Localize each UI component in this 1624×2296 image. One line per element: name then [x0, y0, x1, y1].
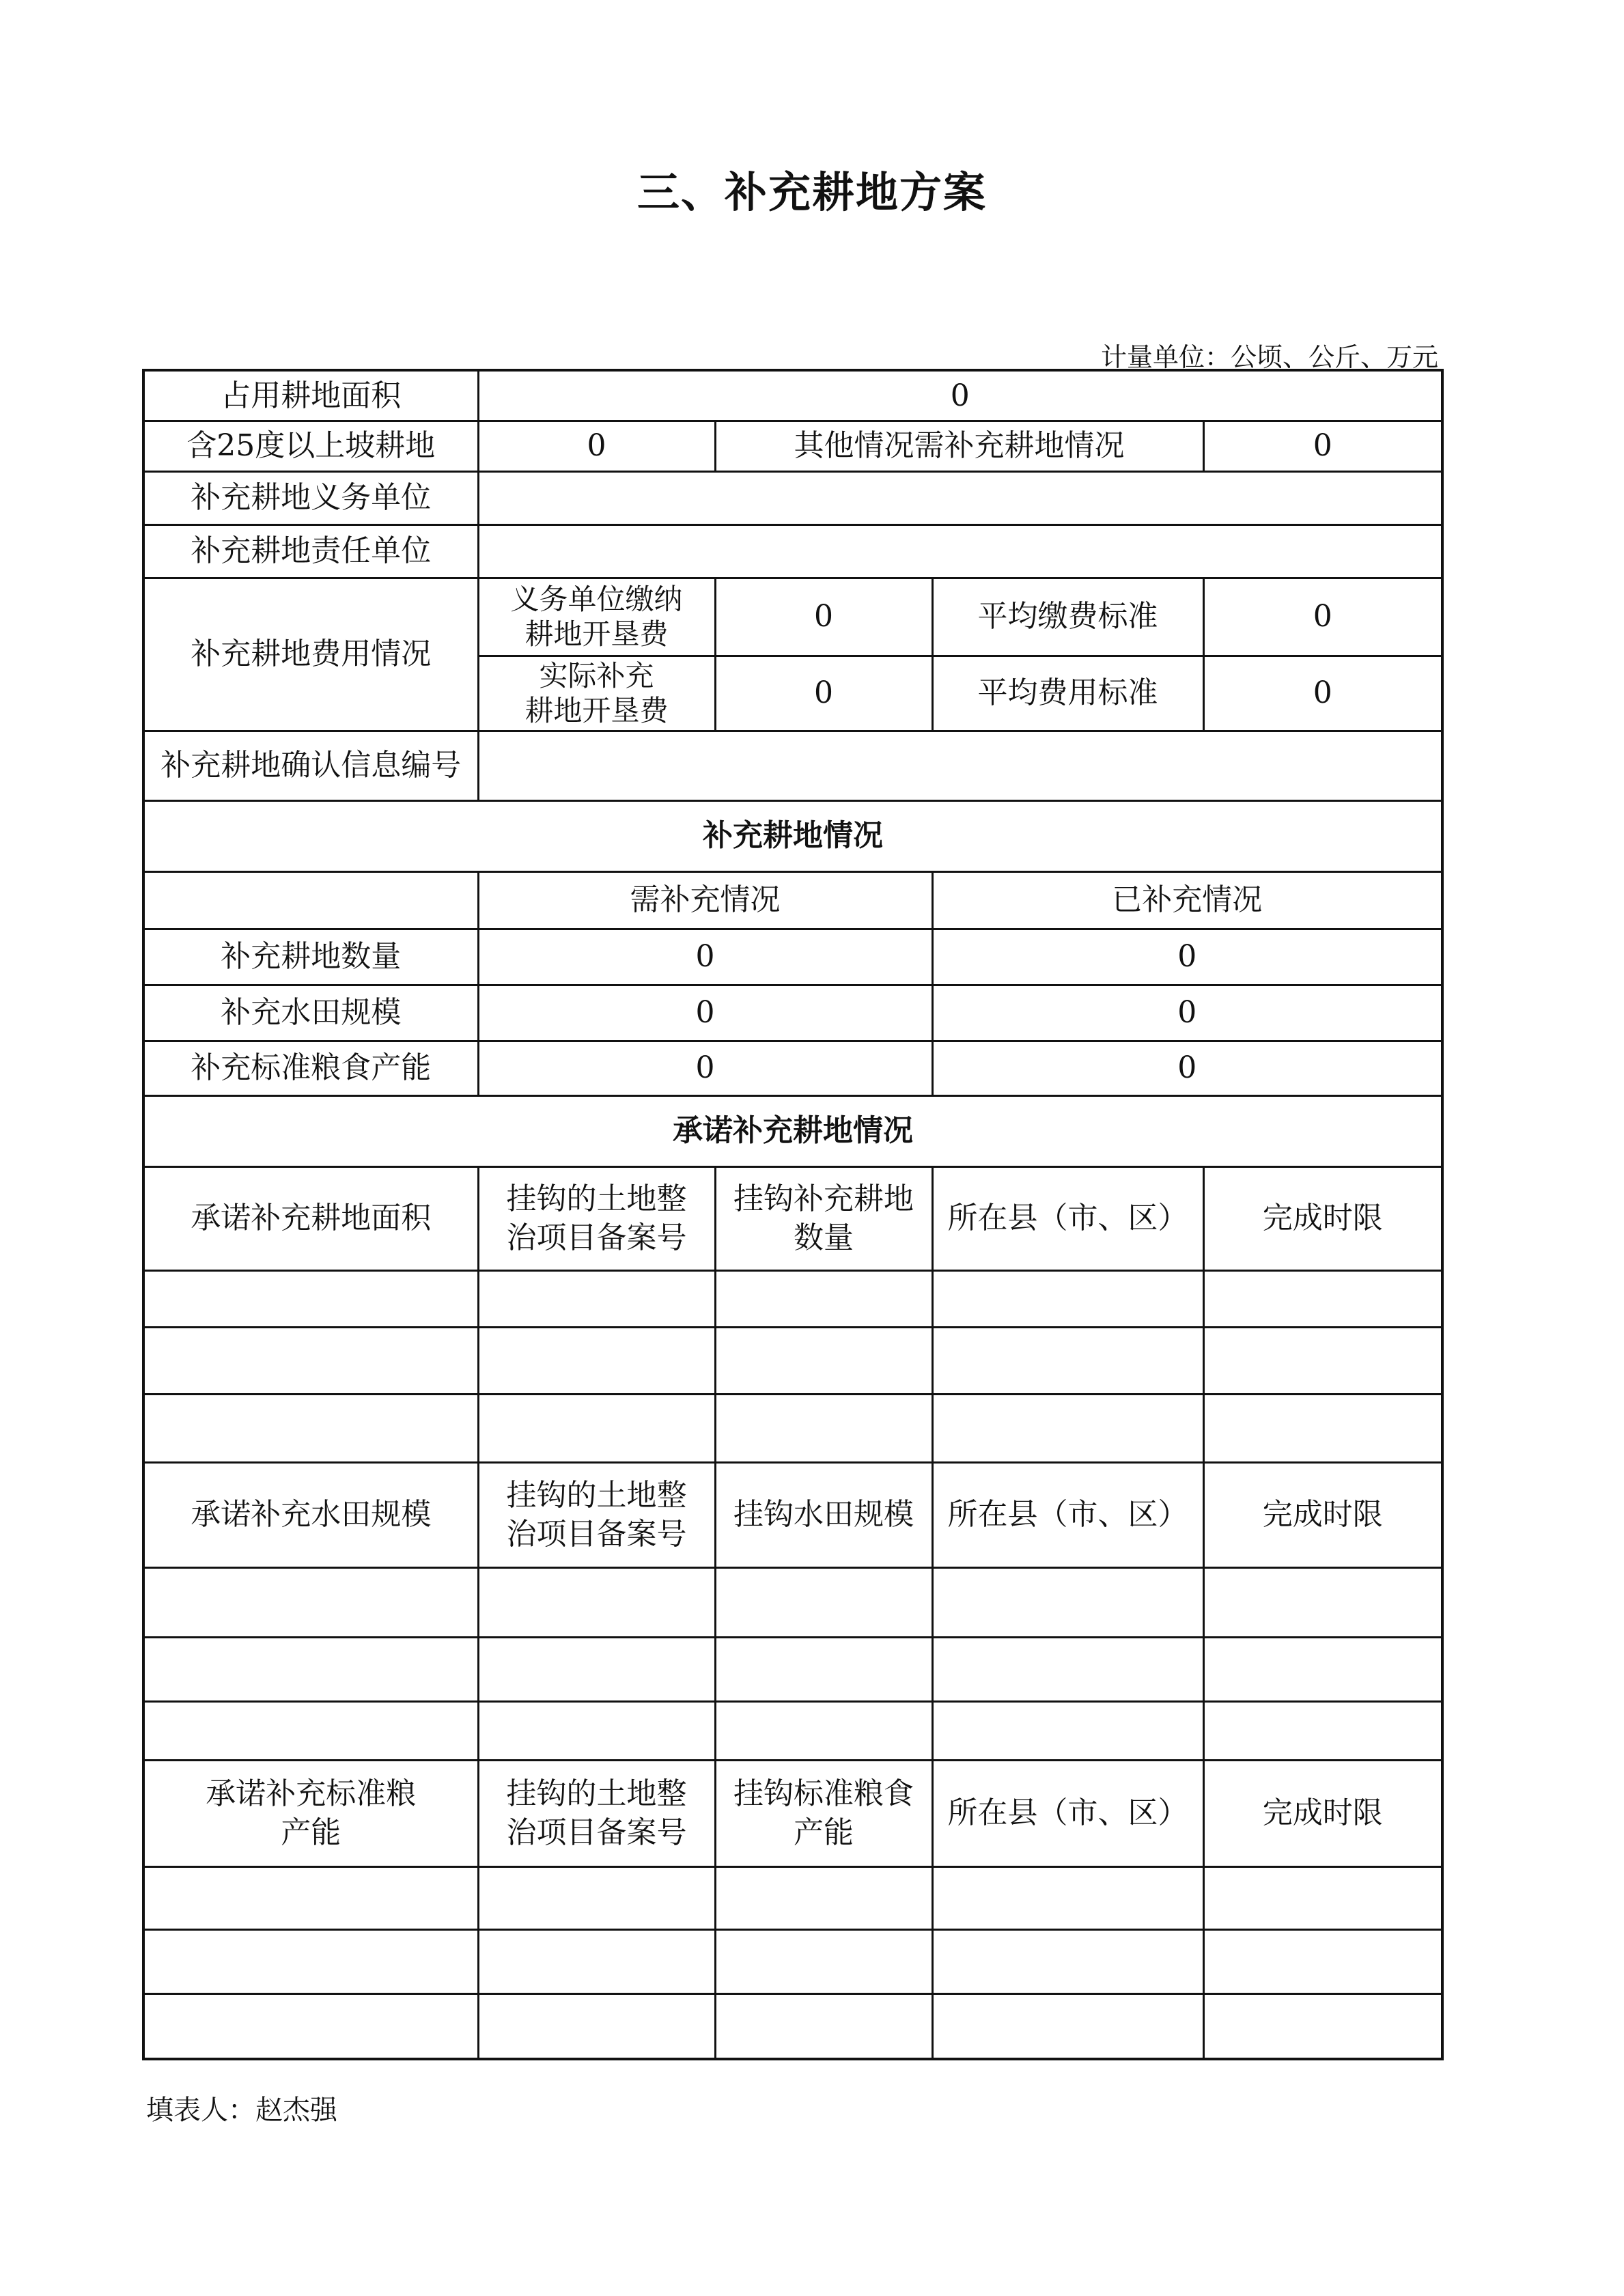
occupied-area-label: 占用耕地面积	[143, 370, 478, 421]
supplement-row-label: 补充标准粮食产能	[143, 1041, 478, 1095]
table-row	[143, 985, 1442, 1041]
table-row	[143, 1866, 1442, 1929]
supplement-form-table	[142, 369, 1444, 2060]
supplement-need-value: 0	[478, 985, 932, 1041]
linked-paddy-header: 挂钩水田规模	[715, 1462, 932, 1567]
commit-area-header: 承诺补充耕地面积	[143, 1166, 478, 1270]
supplement-need-value: 0	[478, 1041, 932, 1095]
project-record-header: 挂钩的土地整 治项目备案号	[478, 1166, 715, 1270]
avg-cost-standard-label: 平均费用标准	[932, 656, 1203, 731]
table-row	[143, 1701, 1442, 1760]
table-row	[143, 578, 1442, 656]
table-row	[143, 1993, 1442, 2059]
col-need-header: 需补充情况	[478, 871, 932, 929]
deadline-header: 完成时限	[1203, 1760, 1442, 1866]
county-header: 所在县（市、区）	[932, 1462, 1203, 1567]
actual-fee-value: 0	[715, 656, 932, 731]
avg-pay-standard-value: 0	[1203, 578, 1442, 656]
supplement-done-value: 0	[932, 985, 1442, 1041]
table-row	[143, 421, 1442, 471]
table-row	[143, 731, 1442, 800]
supplement-row-label: 补充耕地数量	[143, 929, 478, 985]
table-row	[143, 1637, 1442, 1701]
other-supplement-value: 0	[1203, 421, 1442, 471]
project-record-header: 挂钩的土地整 治项目备案号	[478, 1760, 715, 1866]
supplement-done-value: 0	[932, 1041, 1442, 1095]
table-row	[143, 1041, 1442, 1095]
table-row	[143, 1462, 1442, 1567]
supplement-header-blank	[143, 871, 478, 929]
paid-fee-value: 0	[715, 578, 932, 656]
responsible-unit-label: 补充耕地责任单位	[143, 524, 478, 578]
commit-paddy-header: 承诺补充水田规模	[143, 1462, 478, 1567]
paid-fee-label: 义务单位缴纳 耕地开垦费	[478, 578, 715, 656]
actual-fee-label: 实际补充 耕地开垦费	[478, 656, 715, 731]
table-row	[143, 370, 1442, 421]
col-done-header: 已补充情况	[932, 871, 1442, 929]
table-row	[143, 471, 1442, 524]
page-title: 三、补充耕地方案	[636, 167, 987, 217]
supplement-need-value: 0	[478, 929, 932, 985]
table-row	[143, 871, 1442, 929]
fee-group-label: 补充耕地费用情况	[143, 578, 478, 731]
table-row	[143, 1929, 1442, 1993]
supplement-section-title: 补充耕地情况	[143, 800, 1442, 871]
county-header: 所在县（市、区）	[932, 1166, 1203, 1270]
table-row	[143, 1760, 1442, 1866]
slope-land-label: 含25度以上坡耕地	[143, 421, 478, 471]
deadline-header: 完成时限	[1203, 1462, 1442, 1567]
supplement-done-value: 0	[932, 929, 1442, 985]
confirm-id-label: 补充耕地确认信息编号	[143, 731, 478, 800]
avg-cost-standard-value: 0	[1203, 656, 1442, 731]
avg-pay-standard-label: 平均缴费标准	[932, 578, 1203, 656]
filler-signature: 填表人：赵杰强	[146, 2095, 337, 2126]
table-row	[143, 1327, 1442, 1394]
occupied-area-value: 0	[478, 370, 1442, 421]
table-row	[143, 1166, 1442, 1270]
project-record-header: 挂钩的土地整 治项目备案号	[478, 1462, 715, 1567]
responsible-unit-value	[478, 524, 1442, 578]
table-row	[143, 1270, 1442, 1327]
unit-note: 计量单位：公顷、公斤、万元	[1100, 342, 1438, 372]
commitment-section-title: 承诺补充耕地情况	[143, 1095, 1442, 1166]
table-row	[143, 1394, 1442, 1462]
obligation-unit-label: 补充耕地义务单位	[143, 471, 478, 524]
table-row	[143, 1567, 1442, 1637]
commit-grain-header: 承诺补充标准粮 产能	[143, 1760, 478, 1866]
deadline-header: 完成时限	[1203, 1166, 1442, 1270]
table-row	[143, 929, 1442, 985]
confirm-id-value	[478, 731, 1442, 800]
slope-land-value: 0	[478, 421, 715, 471]
table-row	[143, 800, 1442, 871]
obligation-unit-value	[478, 471, 1442, 524]
supplement-row-label: 补充水田规模	[143, 985, 478, 1041]
other-supplement-label: 其他情况需补充耕地情况	[715, 421, 1203, 471]
linked-grain-header: 挂钩标准粮食 产能	[715, 1760, 932, 1866]
county-header: 所在县（市、区）	[932, 1760, 1203, 1866]
linked-quantity-header: 挂钩补充耕地 数量	[715, 1166, 932, 1270]
table-row	[143, 524, 1442, 578]
table-row	[143, 1095, 1442, 1166]
